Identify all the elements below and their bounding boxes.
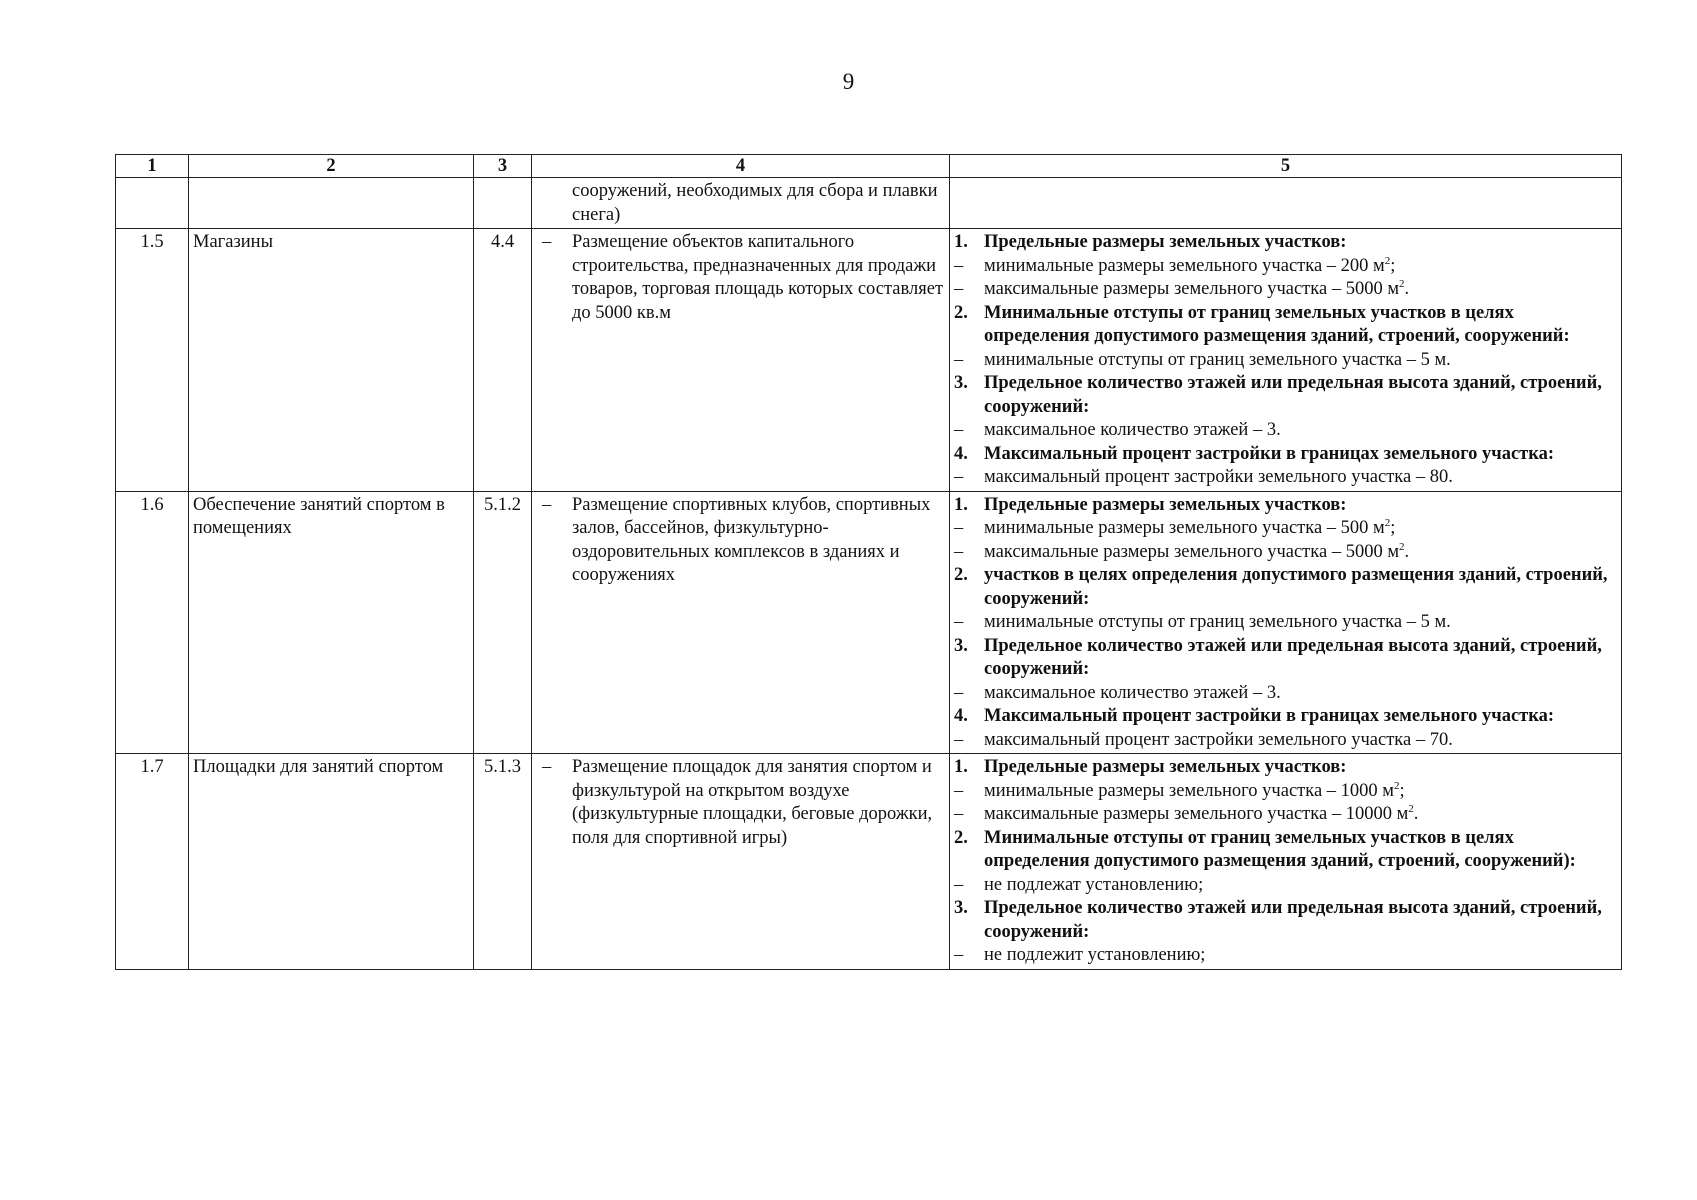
parameter-text: Максимальный процент застройки в границах земельного участка: <box>984 706 1555 726</box>
row-number: 1.7 <box>116 754 189 970</box>
header-cell-4: 4 <box>532 155 950 178</box>
parameters-cell <box>950 229 1622 492</box>
unit-superscript: 2 <box>1384 254 1391 267</box>
parameter-marker: – <box>954 541 964 562</box>
unit-superscript: 2 <box>1408 802 1414 815</box>
parameter-text: максимальное количество этажей – 3. <box>984 420 1281 440</box>
header-cell-1: 1 <box>116 155 189 178</box>
parameter-text: Предельное количество этажей или предельная высота зданий, строений, сооружений: <box>984 373 1602 417</box>
parameter-text: Предельное количество этажей или предельная высота зданий, строений, сооружений: <box>984 898 1602 942</box>
parameter-text: максимальный процент застройки земельного участка – 70. <box>984 729 1453 750</box>
parameter-item <box>954 874 1617 898</box>
parameter-heading <box>954 231 1617 255</box>
parameter-heading <box>954 302 1617 349</box>
parameter-text: максимальные размеры земельного участка – 5000 м <box>984 541 1400 562</box>
continuation-row <box>116 178 1622 229</box>
parameter-item <box>954 541 1617 565</box>
parameter-text: Максимальный процент застройки в границах земельного участка: <box>984 443 1555 464</box>
parameter-text: максимальные размеры земельного участка – 5000 м <box>984 279 1400 299</box>
parameter-text: участков в целях определения допустимого размещения зданий, строений, сооружений: <box>984 565 1608 609</box>
description-dash: – <box>542 232 552 252</box>
header-row <box>116 155 1622 178</box>
parameter-item <box>954 803 1617 827</box>
use-name: Магазины <box>189 229 474 492</box>
parameter-marker: 4. <box>954 443 968 464</box>
parameter-text: максимальные размеры земельного участка – 10000 м <box>984 804 1409 824</box>
parameter-punctuation: . <box>1413 804 1419 824</box>
regulations-table <box>115 154 1622 970</box>
parameter-marker: 2. <box>954 827 968 848</box>
parameter-marker: – <box>954 874 964 895</box>
use-code: 5.1.2 <box>474 491 532 754</box>
parameter-text: минимальные отступы от границ земельного участка – 5 м. <box>984 349 1451 370</box>
parameter-punctuation: ; <box>1390 518 1396 538</box>
use-name: Площадки для занятий спортом <box>189 754 474 970</box>
parameter-heading <box>954 635 1617 682</box>
parameter-heading <box>954 756 1617 780</box>
table-row <box>116 754 1622 970</box>
continuation-description: сооружений, необходимых для сбора и плавки снега) <box>572 181 938 225</box>
parameter-item <box>954 780 1617 804</box>
header-cell-5: 5 <box>950 155 1622 178</box>
parameter-marker: – <box>954 682 964 703</box>
parameter-text: минимальные размеры земельного участка – 200 м <box>984 255 1385 276</box>
use-name: Обеспечение занятий спортом в помещениях <box>189 491 474 754</box>
parameter-item <box>954 682 1617 706</box>
parameter-heading <box>954 564 1617 611</box>
parameter-punctuation: . <box>1404 279 1410 299</box>
parameter-text: Предельные размеры земельных участков: <box>984 232 1347 252</box>
parameter-text: Предельные размеры земельных участков: <box>984 494 1347 515</box>
parameter-item <box>954 278 1617 302</box>
parameter-marker: – <box>954 780 964 801</box>
parameter-text: Предельные размеры земельных участков: <box>984 757 1347 777</box>
parameter-text: Минимальные отступы от границ земельных участков в целях определения допустимого размещения зданий, строений, сооружений): <box>984 827 1576 871</box>
parameter-punctuation: ; <box>1390 255 1396 276</box>
parameter-item <box>954 349 1617 373</box>
header-cell-3: 3 <box>474 155 532 178</box>
parameter-text: не подлежит установлению; <box>984 945 1206 965</box>
parameter-marker: – <box>954 612 964 632</box>
parameter-heading <box>954 443 1617 467</box>
parameter-item <box>954 729 1617 753</box>
use-description: Размещение спортивных клубов, спортивных залов, бассейнов, физкультурно-оздоровительных комплексов в зданиях и сооружениях <box>572 494 931 585</box>
row-number: 1.5 <box>116 229 189 492</box>
parameter-item <box>954 517 1617 541</box>
parameter-marker: 2. <box>954 302 968 323</box>
table-row <box>116 229 1622 492</box>
parameter-marker: – <box>954 518 964 538</box>
use-description: Размещение объектов капитального строительства, предназначенных для продажи товаров, торговая площадь которых составляет до 5000 кв.м <box>572 232 944 323</box>
parameter-marker: – <box>954 255 964 276</box>
parameter-marker: – <box>954 420 964 440</box>
parameter-text: минимальные размеры земельного участка – 1000 м <box>984 780 1394 801</box>
description-dash: – <box>542 494 552 515</box>
parameter-marker: – <box>954 804 964 824</box>
unit-superscript: 2 <box>1394 779 1400 792</box>
parameter-text: не подлежат установлению; <box>984 874 1204 895</box>
unit-superscript: 2 <box>1399 540 1405 553</box>
parameter-marker: 3. <box>954 635 968 656</box>
parameter-marker: 1. <box>954 232 968 252</box>
parameter-marker: – <box>954 729 964 750</box>
parameter-marker: 3. <box>954 373 968 393</box>
parameter-item <box>954 466 1617 490</box>
unit-superscript: 2 <box>1399 277 1405 290</box>
parameter-heading <box>954 705 1617 729</box>
parameter-heading <box>954 827 1617 874</box>
parameter-item <box>954 419 1617 443</box>
parameter-heading <box>954 897 1617 944</box>
parameters-cell <box>950 754 1622 970</box>
parameter-text: максимальное количество этажей – 3. <box>984 682 1281 703</box>
parameter-punctuation: . <box>1404 541 1410 562</box>
row-number: 1.6 <box>116 491 189 754</box>
parameter-text: минимальные отступы от границ земельного участка – 5 м. <box>984 612 1451 632</box>
parameter-marker: 1. <box>954 757 968 777</box>
parameter-marker: 4. <box>954 706 968 726</box>
parameter-text: Предельное количество этажей или предельная высота зданий, строений, сооружений: <box>984 635 1602 679</box>
parameter-marker: 3. <box>954 898 968 918</box>
use-code: 4.4 <box>474 229 532 492</box>
parameters-cell <box>950 491 1622 754</box>
parameter-marker: – <box>954 349 964 370</box>
table-row <box>116 491 1622 754</box>
parameter-heading <box>954 494 1617 518</box>
use-description: Размещение площадок для занятия спортом и физкультурой на открытом воздухе (физкультурные площадки, беговые дорожки, поля для спортивной игры) <box>572 757 933 848</box>
unit-superscript: 2 <box>1384 516 1391 529</box>
page-number: 9 <box>842 69 855 94</box>
parameter-text: Минимальные отступы от границ земельных участков в целях определения допустимого размещения зданий, строений, сооружений: <box>984 302 1570 346</box>
parameter-punctuation: ; <box>1399 780 1405 801</box>
parameter-marker: 2. <box>954 565 968 585</box>
parameter-text: максимальный процент застройки земельного участка – 80. <box>984 467 1453 487</box>
parameter-text: минимальные размеры земельного участка – 500 м <box>984 518 1385 538</box>
use-code: 5.1.3 <box>474 754 532 970</box>
parameter-item <box>954 944 1617 968</box>
parameter-marker: – <box>954 945 964 965</box>
description-dash: – <box>542 757 552 777</box>
parameter-heading <box>954 372 1617 419</box>
parameter-marker: 1. <box>954 494 968 515</box>
parameter-marker: – <box>954 467 964 487</box>
parameter-item <box>954 611 1617 635</box>
parameter-marker: – <box>954 279 964 299</box>
header-cell-2: 2 <box>189 155 474 178</box>
parameter-item <box>954 255 1617 279</box>
